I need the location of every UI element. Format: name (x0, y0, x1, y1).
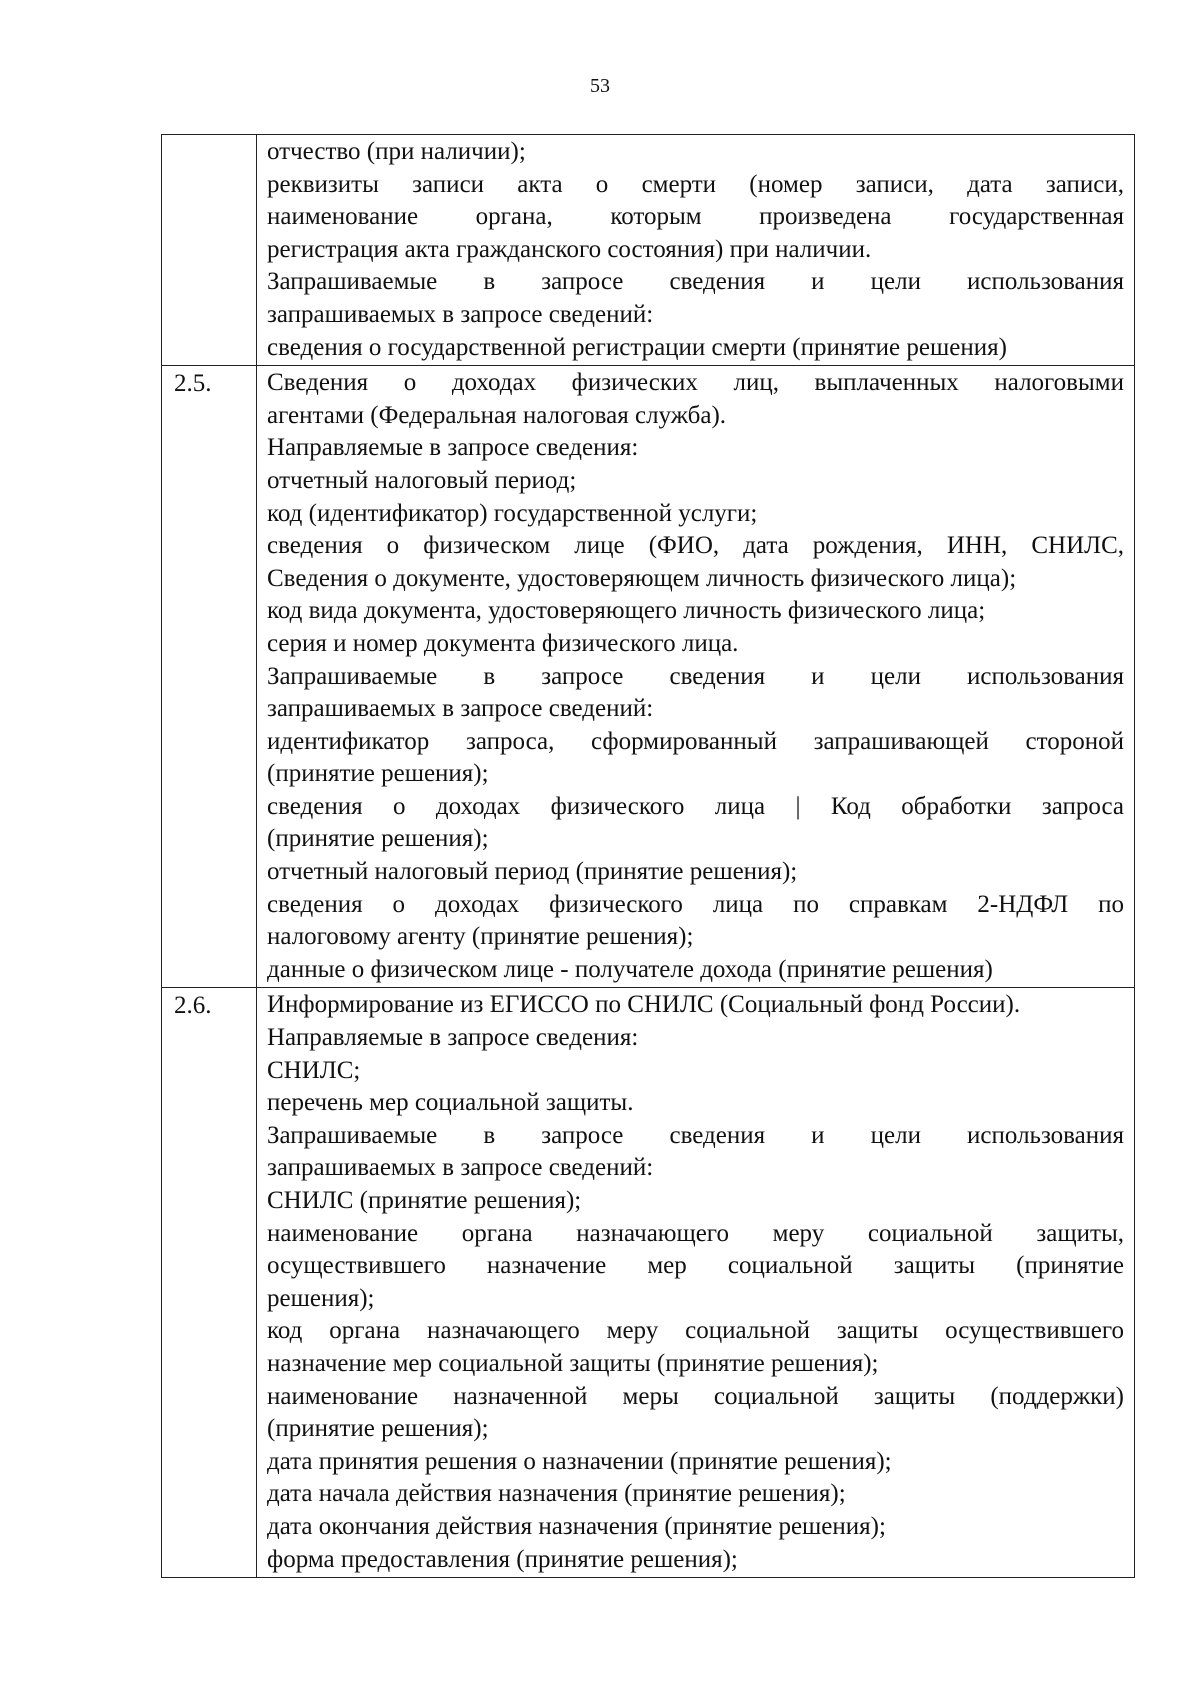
text-line: сведения о доходах физического лица по справкам 2-НДФЛ по (267, 890, 1124, 918)
row-number: 2.6. (162, 988, 257, 1578)
document-table (161, 134, 1135, 1578)
text-line: идентификатор запроса, сформированный запрашивающей стороной (267, 727, 1124, 755)
text-line: серия и номер документа физического лица. (267, 629, 739, 657)
text-line: налоговому агенту (принятие решения); (267, 923, 694, 951)
row-content (257, 988, 1135, 1578)
text-line: запрашиваемых в запросе сведений: (267, 695, 654, 723)
text-line: код органа назначающего меру социальной защиты осуществившего (267, 1317, 1124, 1345)
text-line: дата начала действия назначения (принятие решения); (267, 1480, 846, 1508)
page-number: 53 (590, 75, 610, 97)
row-number (162, 135, 257, 366)
text-line: (принятие решения); (267, 1415, 489, 1443)
text-line: сведения о доходах физического лица | Код обработки запроса (267, 792, 1124, 820)
text-line: отчетный налоговый период (принятие решения); (267, 858, 798, 886)
text-line: Сведения о документе, удостоверяющем личность физического лица); (267, 564, 1017, 592)
text-line: Запрашиваемые в запросе сведения и цели использования (267, 268, 1124, 296)
text-line: наименование органа, которым произведена государственная (267, 203, 1124, 231)
text-line: данные о физическом лице - получателе дохода (принятие решения) (267, 955, 993, 983)
text-line: реквизиты записи акта о смерти (номер записи, дата записи, (267, 170, 1124, 198)
text-line: форма предоставления (принятие решения); (267, 1545, 738, 1573)
text-line: запрашиваемых в запросе сведений: (267, 300, 654, 328)
text-line: агентами (Федеральная налоговая служба). (267, 401, 727, 429)
row-content (257, 366, 1135, 988)
text-line: Направляемые в запросе сведения: (267, 1024, 639, 1052)
row-content (257, 135, 1135, 366)
table-row (162, 366, 1135, 988)
text-line: отчетный налоговый период; (267, 466, 577, 494)
table-row (162, 988, 1135, 1578)
text-line: Запрашиваемые в запросе сведения и цели использования (267, 1121, 1124, 1149)
text-line: дата окончания действия назначения (принятие решения); (267, 1512, 886, 1540)
text-line: назначение мер социальной защиты (принятие решения); (267, 1349, 879, 1377)
text-line: наименование назначенной меры социальной защиты (поддержки) (267, 1382, 1124, 1410)
text-line: сведения о физическом лице (ФИО, дата рождения, ИНН, СНИЛС, (267, 532, 1124, 560)
text-line: перечень мер социальной защиты. (267, 1089, 634, 1117)
text-line: решения); (267, 1284, 375, 1312)
text-line: Сведения о доходах физических лиц, выплаченных налоговыми (267, 369, 1124, 397)
table-row (162, 135, 1135, 366)
text-line: код вида документа, удостоверяющего личность физического лица; (267, 597, 986, 625)
row-number: 2.5. (162, 366, 257, 988)
text-line: (принятие решения); (267, 825, 489, 853)
text-line: код (идентификатор) государственной услуги; (267, 499, 758, 527)
text-line: СНИЛС; (267, 1056, 361, 1084)
text-line: запрашиваемых в запросе сведений: (267, 1154, 654, 1182)
text-line: Запрашиваемые в запросе сведения и цели использования (267, 662, 1124, 690)
text-line: сведения о государственной регистрации смерти (принятие решения) (267, 333, 1007, 361)
text-line: Информирование из ЕГИССО по СНИЛС (Социальный фонд России). (267, 991, 1021, 1019)
text-line: СНИЛС (принятие решения); (267, 1187, 582, 1214)
text-line: осуществившего назначение мер социальной защиты (принятие (267, 1252, 1124, 1280)
table-body (162, 135, 1135, 1578)
text-line: отчество (при наличии); (267, 138, 526, 165)
text-line: дата принятия решения о назначении (принятие решения); (267, 1447, 892, 1475)
text-line: наименование органа назначающего меру социальной защиты, (267, 1219, 1124, 1247)
text-line: Направляемые в запросе сведения: (267, 434, 639, 462)
text-line: регистрация акта гражданского состояния) при наличии. (267, 235, 872, 263)
text-line: (принятие решения); (267, 760, 489, 788)
